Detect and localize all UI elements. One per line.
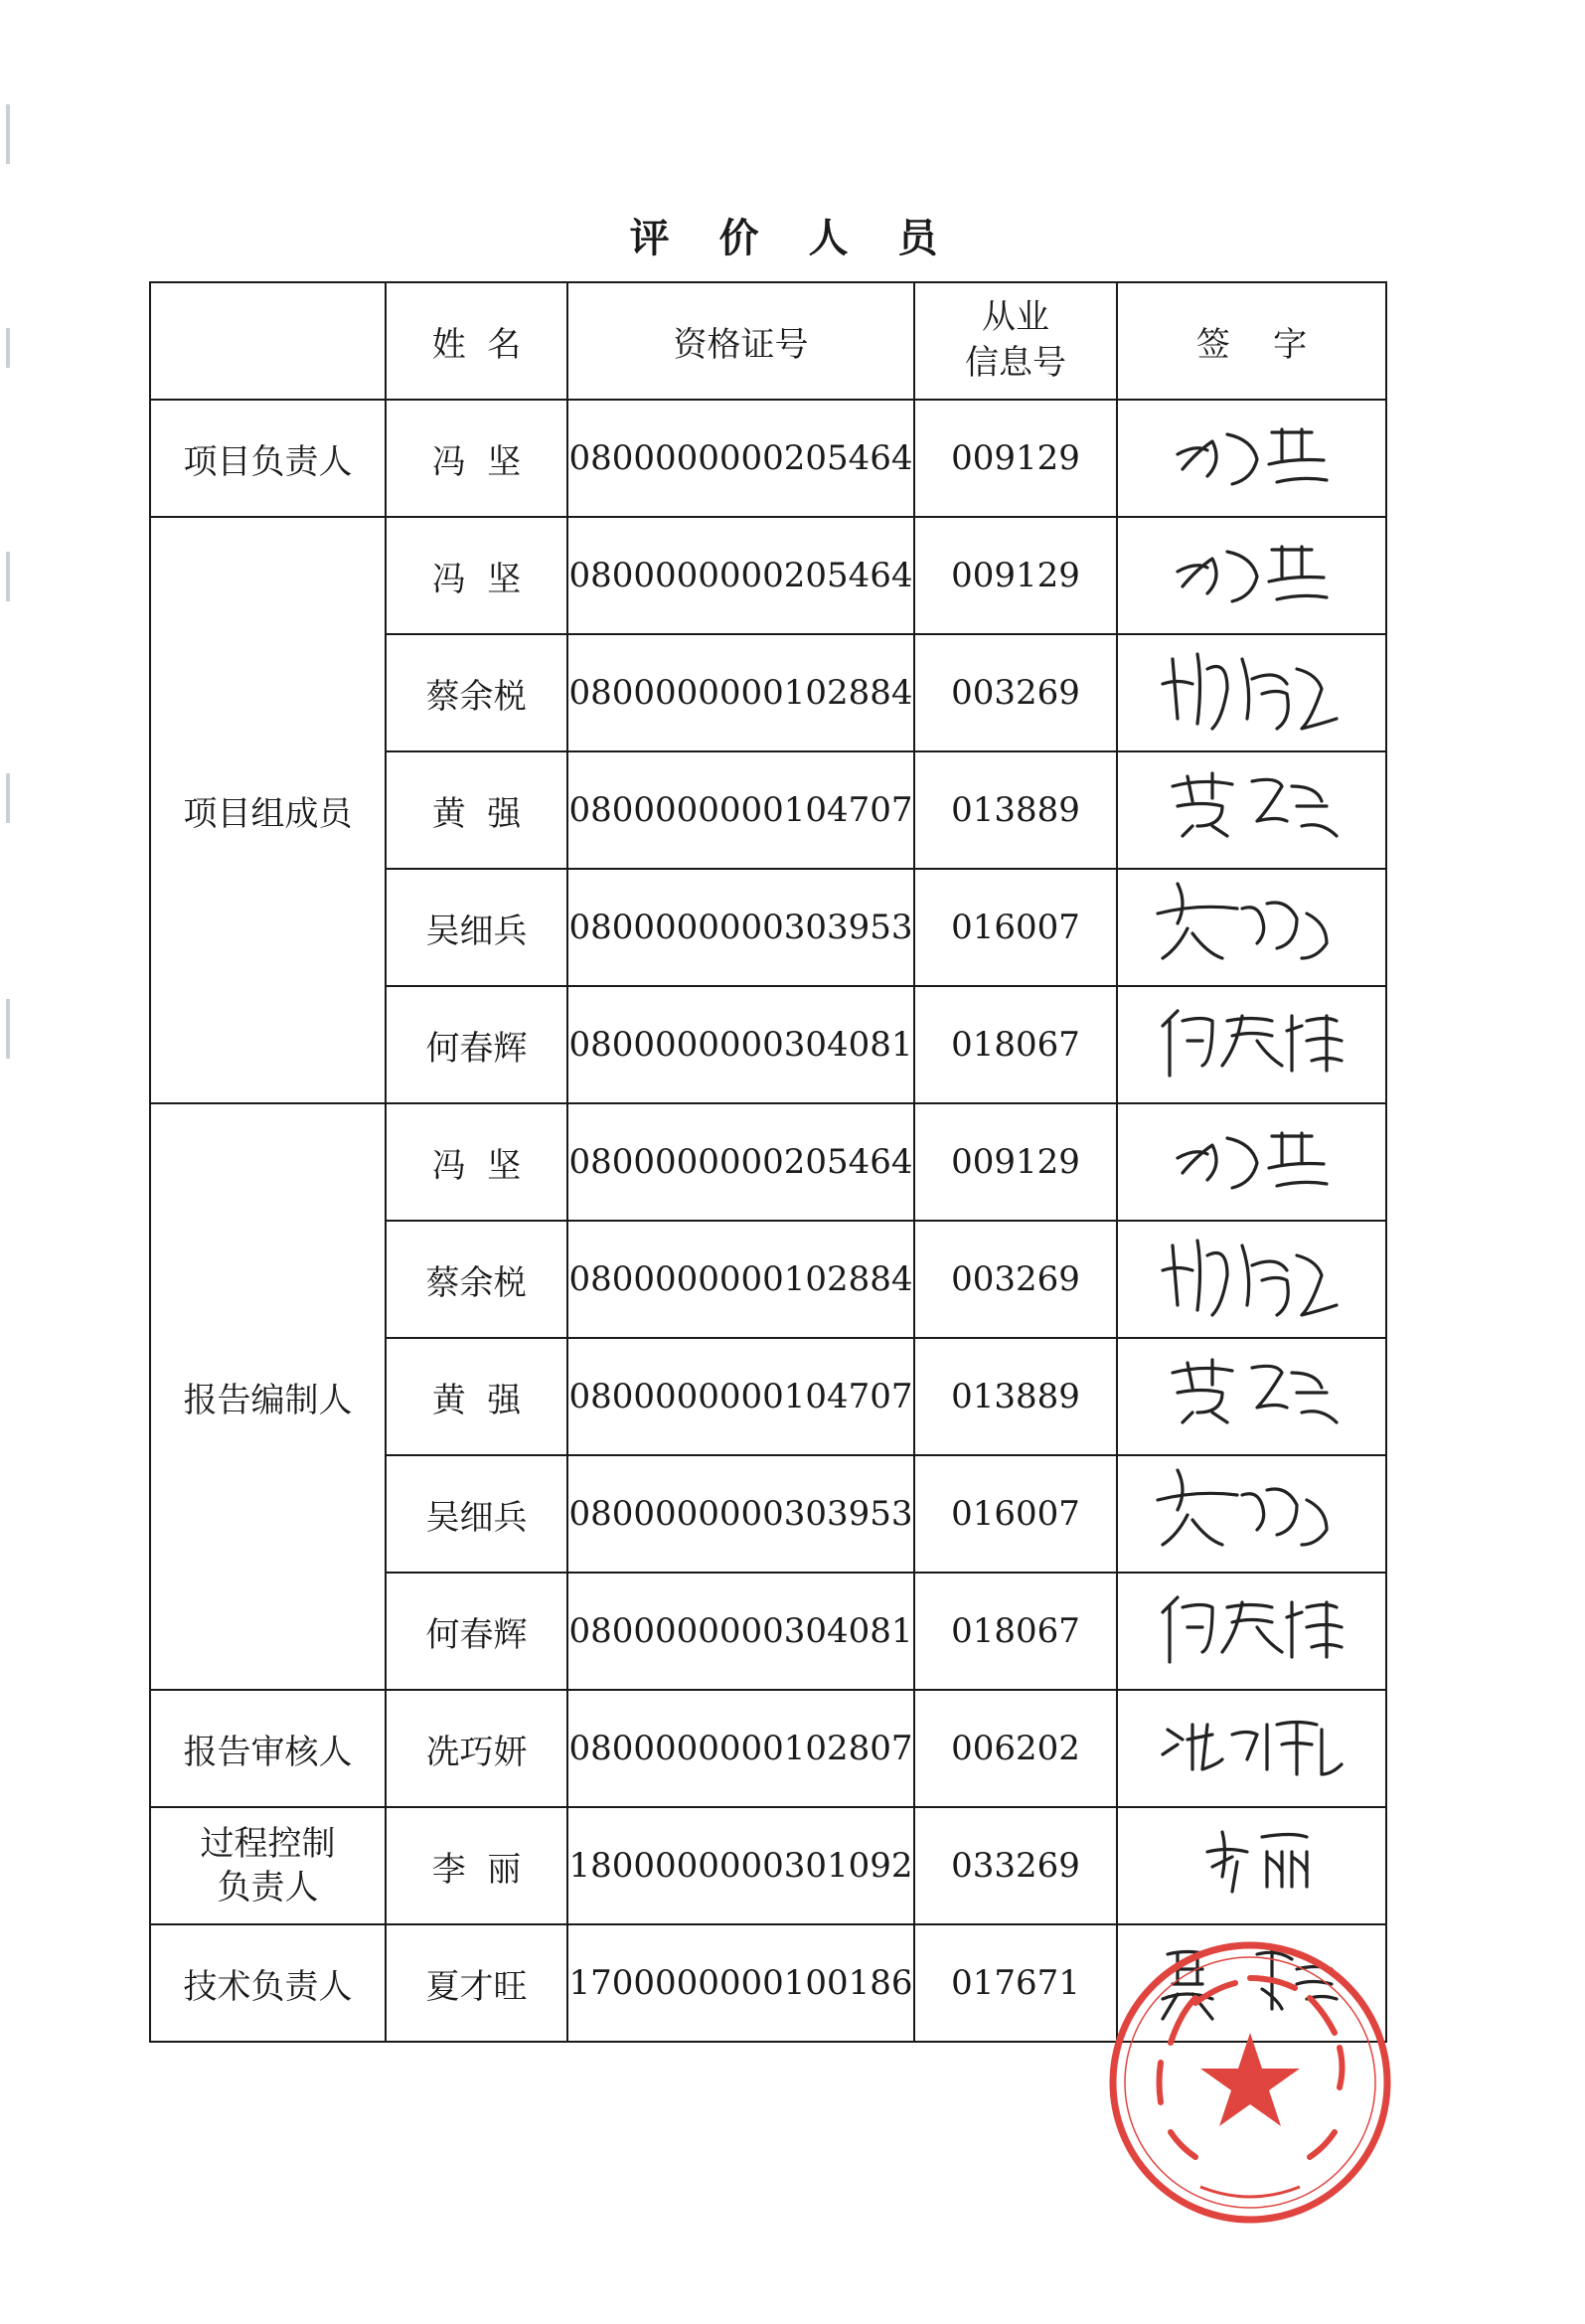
cert-cell: 0800000000102807	[567, 1690, 914, 1807]
table-row	[150, 517, 1386, 634]
name-cell: 何春辉	[386, 986, 567, 1103]
header-role	[150, 282, 386, 400]
name-cell: 夏才旺	[386, 1924, 567, 2042]
info-cell: 006202	[914, 1690, 1117, 1807]
cert-cell: 1800000000301092	[567, 1807, 914, 1924]
signature-feng-jian	[1158, 1118, 1347, 1198]
cert-cell: 0800000000102884	[567, 634, 914, 751]
signature-feng-jian	[1158, 532, 1347, 611]
info-cell: 016007	[914, 869, 1117, 986]
name-cell: 冯 坚	[386, 400, 567, 517]
header-cert: 资格证号	[567, 282, 914, 400]
signature-huang-qiang	[1153, 1348, 1351, 1437]
role-cell: 技术负责人	[150, 1924, 386, 2042]
table-row	[150, 1807, 1386, 1924]
cert-cell: 0800000000104707	[567, 1338, 914, 1455]
name-cell: 何春辉	[386, 1573, 567, 1690]
name-cell: 李 丽	[386, 1807, 567, 1924]
signature-he-chunhui	[1148, 996, 1356, 1085]
role-cell: 报告编制人	[150, 1103, 386, 1690]
info-cell: 013889	[914, 1338, 1117, 1455]
cert-cell: 0800000000303953	[567, 1455, 914, 1573]
info-cell: 016007	[914, 1455, 1117, 1573]
info-cell: 009129	[914, 517, 1117, 634]
scan-mark	[6, 552, 10, 601]
role-cell-line1: 过程控制	[200, 1823, 336, 1864]
cert-cell: 0800000000303953	[567, 869, 914, 986]
header-name: 姓 名	[386, 282, 567, 400]
name-cell: 吴细兵	[386, 869, 567, 986]
signature-he-chunhui	[1148, 1582, 1356, 1672]
role-cell: 项目组成员	[150, 517, 386, 1103]
signature-cell	[1117, 1807, 1386, 1924]
signature-cai-yuyue	[1153, 639, 1351, 739]
signature-cell	[1117, 1455, 1386, 1573]
signature-wu-xibing	[1148, 1460, 1356, 1560]
signature-cell	[1117, 1338, 1386, 1455]
signature-cell	[1117, 400, 1386, 517]
table-row	[150, 1103, 1386, 1221]
cert-cell: 0800000000304081	[567, 986, 914, 1103]
role-cell	[150, 1807, 386, 1924]
info-cell: 013889	[914, 751, 1117, 869]
name-cell: 蔡余棁	[386, 634, 567, 751]
signature-xian-qiaoyan	[1153, 1705, 1351, 1784]
info-cell: 018067	[914, 1573, 1117, 1690]
info-cell: 003269	[914, 1221, 1117, 1338]
company-seal	[1101, 1933, 1399, 2232]
signature-li-li	[1153, 1822, 1351, 1902]
cert-cell: 0800000000104707	[567, 751, 914, 869]
cert-cell: 0800000000205464	[567, 517, 914, 634]
header-info	[914, 282, 1117, 400]
name-cell: 冯 坚	[386, 517, 567, 634]
header-info-line2: 信息号	[965, 343, 1066, 383]
table-row	[150, 1690, 1386, 1807]
evaluation-staff-table	[149, 281, 1387, 2043]
name-cell: 吴细兵	[386, 1455, 567, 1573]
name-cell: 冯 坚	[386, 1103, 567, 1221]
role-cell-line2: 负责人	[217, 1868, 319, 1908]
signature-cell	[1117, 751, 1386, 869]
signature-cell	[1117, 1103, 1386, 1221]
scan-mark	[6, 999, 10, 1059]
header-sign: 签 字	[1117, 282, 1386, 400]
signature-cai-yuyue	[1153, 1226, 1351, 1325]
signature-wu-xibing	[1148, 874, 1356, 973]
info-cell: 003269	[914, 634, 1117, 751]
signature-cell	[1117, 869, 1386, 986]
scan-mark	[6, 328, 10, 368]
name-cell: 黄 强	[386, 751, 567, 869]
table-header-row	[150, 282, 1386, 400]
name-cell: 蔡余棁	[386, 1221, 567, 1338]
info-cell: 018067	[914, 986, 1117, 1103]
cert-cell: 0800000000205464	[567, 400, 914, 517]
signature-cell	[1117, 986, 1386, 1103]
role-cell: 报告审核人	[150, 1690, 386, 1807]
signature-cell	[1117, 1690, 1386, 1807]
scan-mark	[6, 104, 10, 164]
cert-cell: 0800000000304081	[567, 1573, 914, 1690]
info-cell: 009129	[914, 1103, 1117, 1221]
info-cell: 009129	[914, 400, 1117, 517]
signature-cell	[1117, 1221, 1386, 1338]
cert-cell: 1700000000100186	[567, 1924, 914, 2042]
signature-cell	[1117, 634, 1386, 751]
signature-cell	[1117, 1573, 1386, 1690]
signature-feng-jian	[1158, 415, 1347, 494]
seal-star-icon	[1200, 2033, 1300, 2126]
scan-mark	[6, 773, 10, 823]
table-row	[150, 400, 1386, 517]
signature-cell	[1117, 517, 1386, 634]
signature-huang-qiang	[1153, 761, 1351, 851]
header-info-line1: 从业	[982, 297, 1049, 338]
cert-cell: 0800000000205464	[567, 1103, 914, 1221]
page-title: 评 价 人 员	[629, 215, 956, 261]
name-cell: 黄 强	[386, 1338, 567, 1455]
cert-cell: 0800000000102884	[567, 1221, 914, 1338]
name-cell: 冼巧妍	[386, 1690, 567, 1807]
info-cell: 017671	[914, 1924, 1117, 2042]
info-cell: 033269	[914, 1807, 1117, 1924]
role-cell: 项目负责人	[150, 400, 386, 517]
